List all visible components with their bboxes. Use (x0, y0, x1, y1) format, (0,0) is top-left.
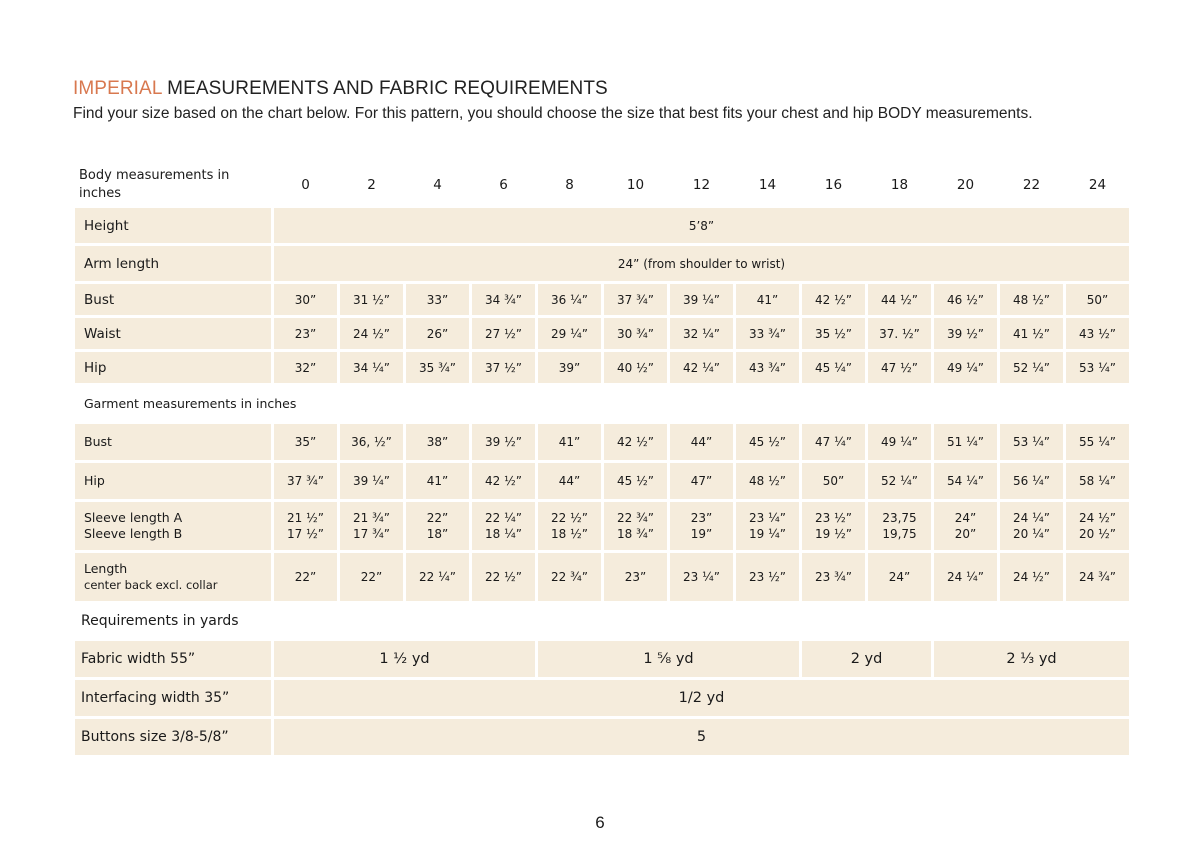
measure-cell: 56 ¼” (1000, 463, 1063, 499)
measure-cell: 49 ¼” (934, 352, 997, 383)
measure-cell: 43 ½” (1066, 318, 1129, 349)
row-label: Hip (75, 352, 271, 383)
measure-cell: 38” (406, 424, 469, 460)
sleeve-cell-line: 22 ½” (551, 511, 588, 525)
measure-cell: 23 ¾” (802, 553, 865, 601)
sleeve-cell (868, 502, 931, 550)
arm-length-value: 24” (from shoulder to wrist) (274, 246, 1129, 281)
sleeve-cell (802, 502, 865, 550)
length-row (75, 553, 1129, 601)
waist-row (75, 318, 1129, 349)
length-label-sub: center back excl. collar (84, 578, 218, 592)
sleeve-cell-line: 18 ¼” (485, 527, 522, 541)
garment-hip-row (75, 463, 1129, 499)
interfacing-value: 1/2 yd (274, 680, 1129, 716)
measure-cell: 42 ½” (472, 463, 535, 499)
row-label: Bust (75, 284, 271, 315)
sleeve-cell-line: 23,75 (882, 511, 917, 525)
sleeve-cell-line: 23” (690, 511, 713, 525)
sleeve-cell-line: 18” (426, 527, 449, 541)
measure-cell: 39 ½” (934, 318, 997, 349)
measure-cell: 30” (274, 284, 337, 315)
sleeve-cell-line: 19” (690, 527, 713, 541)
measure-cell: 22 ¼” (406, 553, 469, 601)
measure-cell: 39” (538, 352, 601, 383)
measure-cell: 36, ½” (340, 424, 403, 460)
measure-cell: 24 ¾” (1066, 553, 1129, 601)
measure-cell: 48 ½” (1000, 284, 1063, 315)
fabric-value: 2 ⅓ yd (934, 641, 1129, 677)
sleeve-cell-line: 24 ½” (1079, 511, 1116, 525)
measure-cell: 44” (670, 424, 733, 460)
title-accent: IMPERIAL (73, 78, 162, 99)
measure-cell: 24” (868, 553, 931, 601)
sleeve-cell-line: 18 ¾” (617, 527, 654, 541)
sleeve-cell-line: 18 ½” (551, 527, 588, 541)
measure-cell: 37 ¾” (604, 284, 667, 315)
size-label: 0 (301, 177, 310, 193)
garment-section-row (75, 386, 1129, 421)
measure-cell: 27 ½” (472, 318, 535, 349)
measure-cell: 43 ¾” (736, 352, 799, 383)
measure-cell: 47” (670, 463, 733, 499)
measure-cell: 42 ½” (604, 424, 667, 460)
measure-cell: 40 ½” (604, 352, 667, 383)
sleeve-label-a: Sleeve length A (84, 510, 183, 525)
requirements-section-label: Requirements in yards (81, 613, 239, 629)
measure-cell: 37 ½” (472, 352, 535, 383)
measure-cell: 52 ¼” (1000, 352, 1063, 383)
measure-cell: 42 ½” (802, 284, 865, 315)
measure-cell: 41 ½” (1000, 318, 1063, 349)
measure-cell: 32 ¼” (670, 318, 733, 349)
measure-cell: 33” (406, 284, 469, 315)
size-label: 6 (499, 177, 508, 193)
measure-cell: 41” (736, 284, 799, 315)
measure-cell: 30 ¾” (604, 318, 667, 349)
sleeve-cell (472, 502, 535, 550)
measure-cell: 23” (274, 318, 337, 349)
sleeve-length-row (75, 502, 1129, 550)
measure-cell: 22 ¾” (538, 553, 601, 601)
measure-cell: 50” (802, 463, 865, 499)
measure-cell: 53 ¼” (1000, 424, 1063, 460)
measure-cell: 44 ½” (868, 284, 931, 315)
measure-cell: 39 ¼” (670, 284, 733, 315)
sleeve-label (75, 502, 271, 550)
title-rest: MEASUREMENTS AND FABRIC REQUIREMENTS (161, 78, 608, 99)
measure-cell: 35 ¾” (406, 352, 469, 383)
measure-cell: 39 ¼” (340, 463, 403, 499)
measure-cell: 45 ½” (736, 424, 799, 460)
measure-cell: 41” (538, 424, 601, 460)
fabric-label: Fabric width 55” (75, 641, 271, 677)
size-label: 18 (890, 177, 909, 193)
measure-cell: 53 ¼” (1066, 352, 1129, 383)
size-header-row (75, 165, 1129, 205)
sleeve-cell-line: 19 ¼” (749, 527, 786, 541)
sleeve-label-b: Sleeve length B (84, 526, 183, 541)
sleeve-cell (604, 502, 667, 550)
size-chart-table (72, 162, 1132, 758)
measure-cell: 35” (274, 424, 337, 460)
sleeve-cell (1066, 502, 1129, 550)
measure-cell: 51 ¼” (934, 424, 997, 460)
size-label: 10 (626, 177, 645, 193)
requirements-section-row (75, 604, 1129, 638)
measure-cell: 44” (538, 463, 601, 499)
measure-cell: 52 ¼” (868, 463, 931, 499)
measure-cell: 45 ¼” (802, 352, 865, 383)
sleeve-cell-line: 23 ½” (815, 511, 852, 525)
measure-cell: 24 ½” (1000, 553, 1063, 601)
sleeve-cell (670, 502, 733, 550)
measure-cell: 45 ½” (604, 463, 667, 499)
measure-cell: 39 ½” (472, 424, 535, 460)
size-label: 24 (1088, 177, 1107, 193)
measure-cell: 34 ¾” (472, 284, 535, 315)
height-row (75, 208, 1129, 243)
size-label: 4 (433, 177, 442, 193)
row-label: Bust (75, 424, 271, 460)
sleeve-cell-line: 17 ½” (287, 527, 324, 541)
measure-cell: 36 ¼” (538, 284, 601, 315)
bust-row (75, 284, 1129, 315)
buttons-value: 5 (274, 719, 1129, 755)
sleeve-cell-line: 20 ¼” (1013, 527, 1050, 541)
measure-cell: 50” (1066, 284, 1129, 315)
measure-cell: 29 ¼” (538, 318, 601, 349)
sleeve-cell-line: 21 ½” (287, 511, 324, 525)
sleeve-cell (274, 502, 337, 550)
sleeve-cell-line: 24” (954, 511, 977, 525)
interfacing-label: Interfacing width 35” (75, 680, 271, 716)
sleeve-cell (736, 502, 799, 550)
measure-cell: 49 ¼” (868, 424, 931, 460)
size-label: 16 (824, 177, 843, 193)
fabric-value: 1 ½ yd (274, 641, 535, 677)
fabric-row (75, 641, 1129, 677)
measure-cell: 46 ½” (934, 284, 997, 315)
measure-cell: 35 ½” (802, 318, 865, 349)
page-number: 6 (595, 813, 605, 832)
measure-cell: 47 ½” (868, 352, 931, 383)
size-label: 12 (692, 177, 711, 193)
measure-cell: 22” (274, 553, 337, 601)
sleeve-cell-line: 22 ¼” (485, 511, 522, 525)
sleeve-cell (1000, 502, 1063, 550)
intro-text: Find your size based on the chart below. For this pattern, you should choose the size that best fits your chest and hip BODY measurements. (73, 105, 1033, 122)
fabric-value: 2 yd (802, 641, 931, 677)
measure-cell: 24 ½” (340, 318, 403, 349)
sleeve-cell-line: 23 ¼” (749, 511, 786, 525)
measure-cell: 47 ¼” (802, 424, 865, 460)
buttons-label: Buttons size 3/8-5/8” (75, 719, 271, 755)
row-label: Waist (75, 318, 271, 349)
measure-cell: 23 ½” (736, 553, 799, 601)
garment-bust-row (75, 424, 1129, 460)
hip-row (75, 352, 1129, 383)
measure-cell: 37 ¾” (274, 463, 337, 499)
header-label: Body measurements in inches (79, 168, 230, 201)
arm-length-row (75, 246, 1129, 281)
measure-cell: 22” (340, 553, 403, 601)
measure-cell: 31 ½” (340, 284, 403, 315)
measure-cell: 24 ¼” (934, 553, 997, 601)
height-label: Height (75, 208, 271, 243)
sleeve-cell (406, 502, 469, 550)
measure-cell: 26” (406, 318, 469, 349)
measure-cell: 33 ¾” (736, 318, 799, 349)
sleeve-cell (538, 502, 601, 550)
measure-cell: 58 ¼” (1066, 463, 1129, 499)
sleeve-cell-line: 21 ¾” (353, 511, 390, 525)
fabric-value: 1 ⅝ yd (538, 641, 799, 677)
measure-cell: 34 ¼” (340, 352, 403, 383)
length-label (75, 553, 271, 601)
measure-cell: 42 ¼” (670, 352, 733, 383)
size-label: 2 (367, 177, 376, 193)
sleeve-cell-line: 20” (954, 527, 977, 541)
sleeve-cell (934, 502, 997, 550)
measure-cell: 41” (406, 463, 469, 499)
measure-cell: 48 ½” (736, 463, 799, 499)
size-label: 14 (758, 177, 777, 193)
sleeve-cell-line: 17 ¾” (353, 527, 390, 541)
sleeve-cell-line: 22” (426, 511, 449, 525)
interfacing-row (75, 680, 1129, 716)
sleeve-cell-line: 19 ½” (815, 527, 852, 541)
row-label: Hip (75, 463, 271, 499)
sleeve-cell-line: 19,75 (882, 527, 917, 541)
height-value: 5’8” (274, 208, 1129, 243)
measure-cell: 22 ½” (472, 553, 535, 601)
sleeve-cell-line: 20 ½” (1079, 527, 1116, 541)
garment-section-label: Garment measurements in inches (84, 395, 297, 411)
measure-cell: 23 ¼” (670, 553, 733, 601)
sleeve-cell-line: 24 ¼” (1013, 511, 1050, 525)
measure-cell: 32” (274, 352, 337, 383)
size-label: 8 (565, 177, 574, 193)
arm-length-label: Arm length (75, 246, 271, 281)
measure-cell: 54 ¼” (934, 463, 997, 499)
size-label: 20 (956, 177, 975, 193)
measure-cell: 37. ½” (868, 318, 931, 349)
measure-cell: 55 ¼” (1066, 424, 1129, 460)
length-label-main: Length (84, 561, 128, 576)
sleeve-cell (340, 502, 403, 550)
measure-cell: 23” (604, 553, 667, 601)
page-title (73, 78, 608, 100)
size-label: 22 (1022, 177, 1041, 193)
buttons-row (75, 719, 1129, 755)
sleeve-cell-line: 22 ¾” (617, 511, 654, 525)
